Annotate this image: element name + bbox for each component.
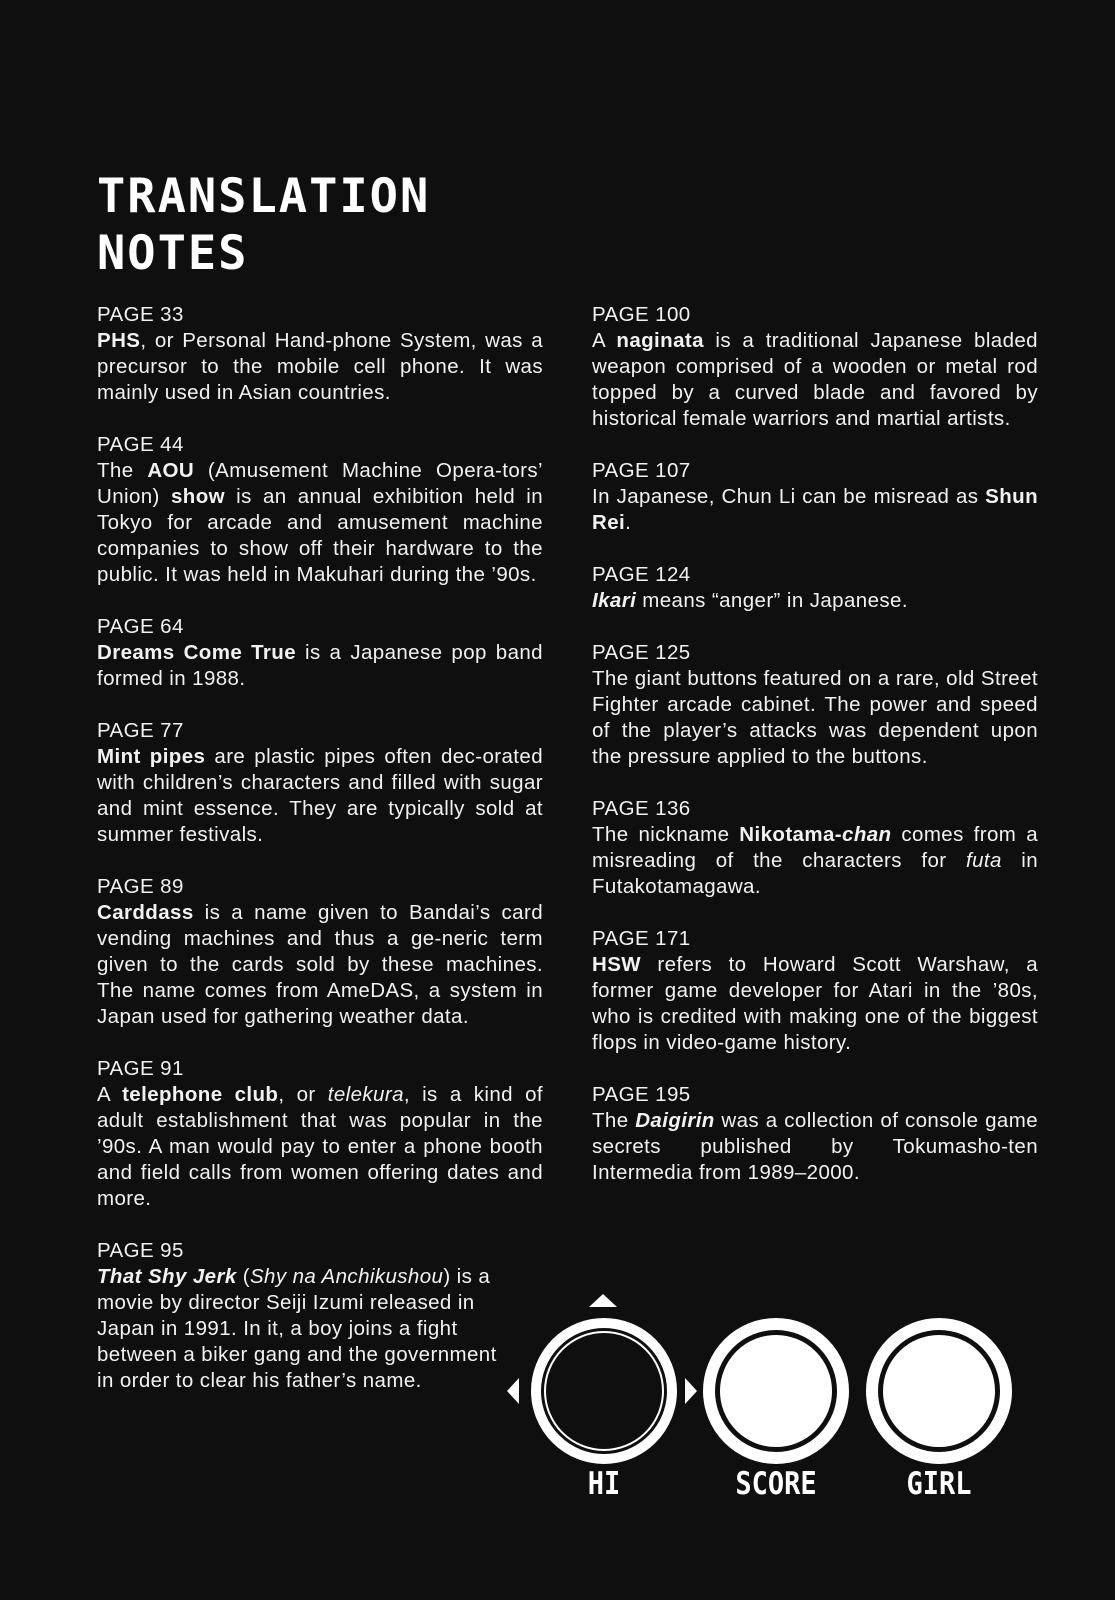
note-term: AOU — [147, 459, 195, 482]
note-page-number: PAGE 136 — [592, 797, 691, 820]
title-line-1: TRANSLATION — [97, 169, 431, 224]
note-term: Ikari — [592, 589, 637, 612]
note-page-number: PAGE 195 — [592, 1083, 691, 1106]
control-label-girl: GIRL — [906, 1466, 972, 1503]
note-body: PHS, or Personal Hand-phone System, was a precursor to the mobile cell phone. It was mainly used in Asian countries. — [97, 329, 543, 404]
note-term-italic: telekura — [327, 1083, 404, 1106]
note-body: Ikari means “anger” in Japanese. — [592, 589, 908, 612]
arrow-right-icon — [685, 1378, 697, 1404]
note-page-95 — [97, 1238, 507, 1394]
note-page-77 — [97, 718, 543, 848]
title-line-2: NOTES — [97, 226, 249, 281]
note-body: Mint pipes are plastic pipes often dec-orated with children’s characters and filled with sugar and mint essence. They are typically sold at summer festivals. — [97, 745, 543, 846]
arcade-button-icon — [703, 1318, 849, 1464]
control-label-hi: HI — [587, 1466, 621, 1503]
note-page-number: PAGE 33 — [97, 303, 184, 326]
note-page-number: PAGE 124 — [592, 563, 691, 586]
arrow-left-icon — [507, 1378, 519, 1404]
note-word-italic: futa — [965, 849, 1002, 872]
note-body: The AOU (Amusement Machine Opera-tors’ Union) show is an annual exhibition held in Tokyo for arcade and amusement machine companies to show off their hardware to the public. It was held in Makuhari during the ’90s. — [97, 459, 544, 586]
control-label-score: SCORE — [735, 1466, 817, 1503]
note-page-number: PAGE 64 — [97, 615, 184, 638]
note-page-195 — [592, 1082, 1038, 1186]
left-column — [97, 302, 543, 1420]
note-term: Shun Rei — [592, 485, 1038, 534]
note-page-number: PAGE 171 — [592, 927, 691, 950]
note-page-number: PAGE 100 — [592, 303, 691, 326]
note-body: HSW refers to Howard Scott Warshaw, a former game developer for Atari in the ’80s, who is credited with making one of the biggest flops in video-game history. — [592, 953, 1038, 1054]
note-page-number: PAGE 125 — [592, 641, 691, 664]
note-term: Carddass — [97, 901, 194, 924]
note-term: show — [170, 485, 225, 508]
note-body: That Shy Jerk (Shy na Anchikushou) is a movie by director Seiji Izumi released in Japan in 1991. In it, a boy joins a fight between a biker gang and the government in order to clear his father’s name. — [97, 1265, 497, 1392]
note-page-64 — [97, 614, 543, 692]
note-body: Carddass is a name given to Bandai’s card vending machines and thus a ge-neric term given to the cards sold by these machines. The name comes from AmeDAS, a system in Japan used for gathering weather data. — [97, 901, 543, 1028]
note-body: In Japanese, Chun Li can be misread as Shun Rei. — [592, 485, 1038, 534]
note-body: The giant buttons featured on a rare, old Street Fighter arcade cabinet. The power and speed of the player’s attacks was dependent upon the pressure applied to the buttons. — [592, 667, 1038, 768]
note-term: HSW — [592, 953, 642, 976]
arrow-up-icon — [589, 1294, 617, 1307]
note-page-number: PAGE 107 — [592, 459, 691, 482]
note-page-91 — [97, 1056, 543, 1212]
note-term: telephone club — [122, 1083, 279, 1106]
note-page-number: PAGE 91 — [97, 1057, 184, 1080]
note-term: Nikotama-chan — [739, 823, 892, 846]
arcade-button-icon — [866, 1318, 1012, 1464]
note-page-171 — [592, 926, 1038, 1056]
note-page-125 — [592, 640, 1038, 770]
note-page-33 — [97, 302, 543, 406]
note-body: A telephone club, or telekura, is a kind of adult establishment that was popular in the ’90s. A man would pay to enter a phone booth and field calls from women offering dates and more. — [97, 1083, 543, 1210]
note-page-136 — [592, 796, 1038, 900]
note-page-107 — [592, 458, 1038, 536]
note-body: A naginata is a traditional Japanese bladed weapon comprised of a wooden or metal rod topped by a curved blade and favored by historical female warriors and martial artists. — [592, 329, 1038, 430]
note-term: That Shy Jerk — [97, 1265, 237, 1288]
note-term: PHS — [97, 329, 141, 352]
right-column — [592, 302, 1038, 1212]
note-body: The Daigirin was a collection of console game secrets published by Tokumasho-ten Intermedia from 1989–2000. — [592, 1109, 1038, 1184]
note-page-number: PAGE 77 — [97, 719, 184, 742]
note-page-44 — [97, 432, 543, 588]
page-title — [97, 168, 557, 282]
note-term: Mint pipes — [97, 745, 206, 768]
note-page-number: PAGE 89 — [97, 875, 184, 898]
note-page-number: PAGE 95 — [97, 1239, 184, 1262]
note-page-100 — [592, 302, 1038, 432]
note-term: Dreams Come True — [97, 641, 297, 664]
note-body: The nickname Nikotama-chan comes from a misreading of the characters for futa in Futakotamagawa. — [592, 823, 1038, 898]
note-term: naginata — [616, 329, 704, 352]
note-term-italic: Shy na Anchikushou — [249, 1265, 444, 1288]
joystick-icon — [531, 1318, 677, 1464]
note-term: Daigirin — [635, 1109, 715, 1132]
arcade-controls-illustration — [505, 1290, 1025, 1510]
note-page-89 — [97, 874, 543, 1030]
note-body: Dreams Come True is a Japanese pop band formed in 1988. — [97, 641, 543, 690]
note-page-124 — [592, 562, 1038, 614]
note-page-number: PAGE 44 — [97, 433, 184, 456]
